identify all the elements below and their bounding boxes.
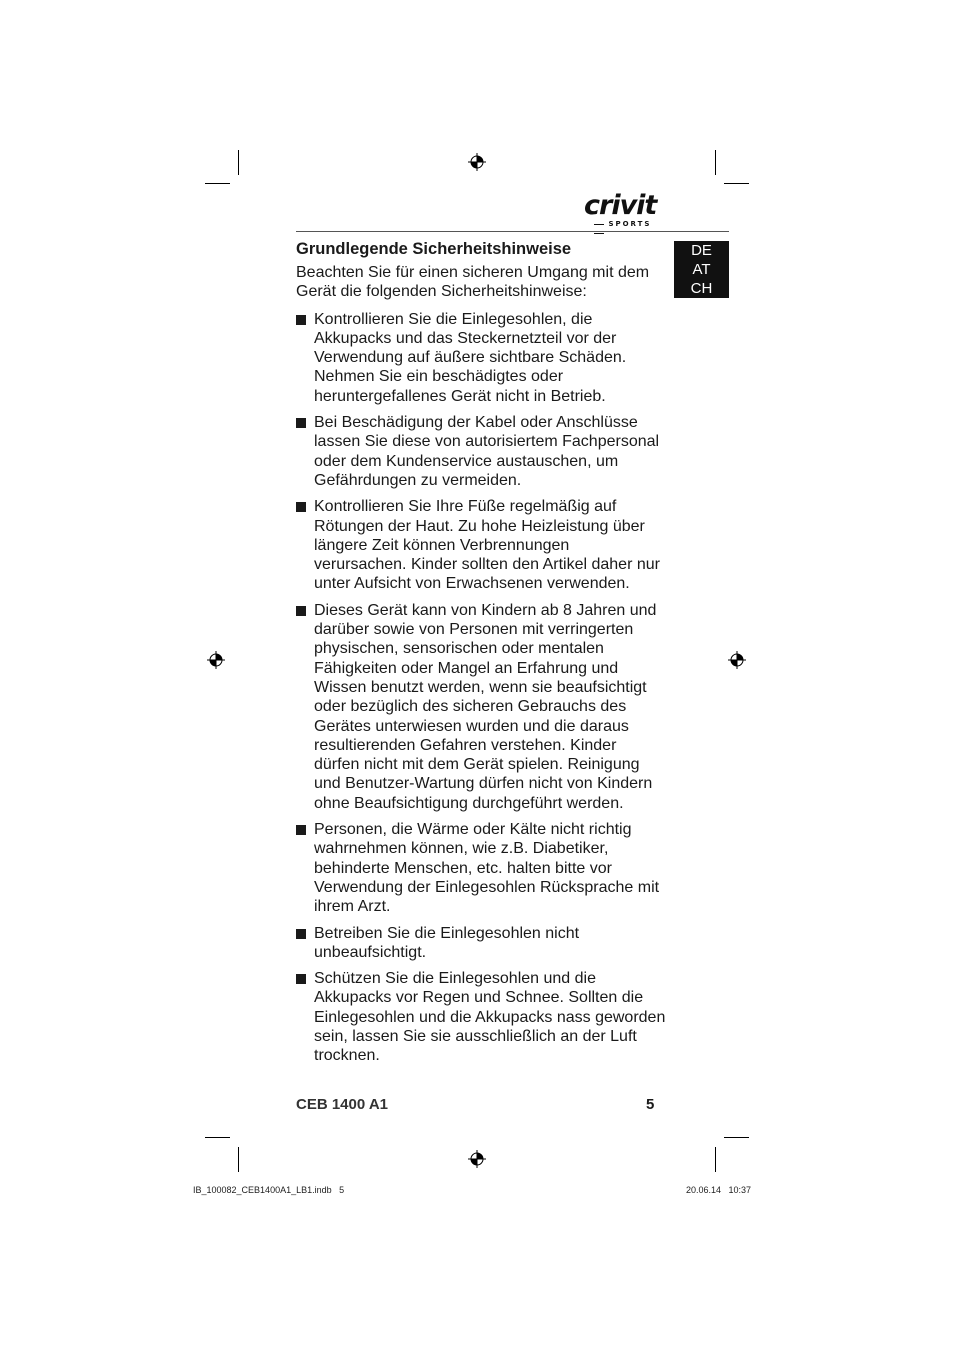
registration-mark-icon	[468, 1150, 486, 1168]
print-slug-datetime: 20.06.14 10:37	[686, 1185, 752, 1195]
crop-mark	[724, 183, 749, 184]
safety-section	[296, 238, 666, 1073]
language-code: CH	[690, 280, 713, 297]
list-item: Kontrollieren Sie die Einlegesohlen, die Akkupacks und das Steckernetzteil vor der Verwendung auf äußere sichtbare Schäden. Nehmen Sie ein beschädigtes oder heruntergefallenes Gerät nicht in Betrieb.	[296, 310, 666, 406]
crop-mark	[715, 1147, 716, 1172]
brand-logo-sub: SPORTS	[608, 220, 652, 228]
brand-logo	[584, 192, 660, 230]
crop-mark	[724, 1137, 749, 1138]
bullet-square-icon	[296, 825, 306, 835]
page-number: 5	[646, 1096, 655, 1113]
language-code: AT	[692, 261, 711, 278]
list-item: Betreiben Sie die Einlegesohlen nicht unbeaufsichtigt.	[296, 924, 666, 963]
registration-mark-icon	[728, 651, 746, 669]
language-tab	[674, 241, 729, 298]
list-item: Dieses Gerät kann von Kindern ab 8 Jahren und darüber sowie von Personen mit verringerten physischen, sensorischen oder mentalen Fähigkeiten oder Mangel an Erfahrung und Wissen benutzt werden, wenn sie beaufsichtigt oder bezüglich des sicheren Gebrauchs des Gerätes unterwiesen wurden und die daraus resultierenden Gefahren verstehen. Kinder dürfen nicht mit dem Gerät spielen. Reinigung und Benutzer-Wartung dürfen nicht von Kindern ohne Beaufsichtigung durchgeführt werden.	[296, 601, 666, 813]
safety-list	[296, 310, 666, 1066]
section-intro: Beachten Sie für einen sicheren Umgang mit dem Gerät die folgenden Sicherheitshinweise:	[296, 264, 650, 301]
list-item: Kontrollieren Sie Ihre Füße regelmäßig auf Rötungen der Haut. Zu hohe Heizleistung über längere Zeit können Verbrennungen verursachen. Kinder sollten den Artikel daher nur unter Aufsicht von Erwachsenen verwenden.	[296, 497, 666, 593]
list-item: Bei Beschädigung der Kabel oder Anschlüsse lassen Sie diese von autorisiertem Fachpersonal oder dem Kundenservice austauschen, um Gefährdungen zu vermeiden.	[296, 413, 666, 490]
bullet-square-icon	[296, 502, 306, 512]
crop-mark	[238, 1147, 239, 1172]
registration-mark-icon	[468, 153, 486, 171]
print-slug-file: IB_100082_CEB1400A1_LB1.indb 5	[193, 1185, 345, 1195]
list-item: Personen, die Wärme oder Kälte nicht richtig wahrnehmen können, wie z.B. Diabetiker, behinderte Menschen, etc. halten bitte vor Verwendung der Einlegesohlen Rücksprache mit ihrem Arzt.	[296, 820, 666, 916]
footer-model: CEB 1400 A1	[296, 1096, 388, 1113]
bullet-square-icon	[296, 929, 306, 939]
crop-mark	[205, 183, 230, 184]
crop-mark	[205, 1137, 230, 1138]
language-code: DE	[691, 242, 712, 259]
crop-mark	[238, 150, 239, 175]
bullet-square-icon	[296, 315, 306, 325]
bullet-square-icon	[296, 606, 306, 616]
registration-mark-icon	[207, 651, 225, 669]
bullet-square-icon	[296, 418, 306, 428]
crop-mark	[715, 150, 716, 175]
header-divider	[296, 231, 729, 232]
brand-logo-name: crivit	[584, 190, 657, 221]
bullet-square-icon	[296, 974, 306, 984]
list-item: Schützen Sie die Einlegesohlen und die Akkupacks vor Regen und Schnee. Sollten die Einlegesohlen und die Akkupacks nass geworden sein, lassen Sie sie ausschließlich an der Luft trocknen.	[296, 969, 666, 1065]
section-heading: Grundlegende Sicherheitshinweise	[296, 240, 572, 258]
